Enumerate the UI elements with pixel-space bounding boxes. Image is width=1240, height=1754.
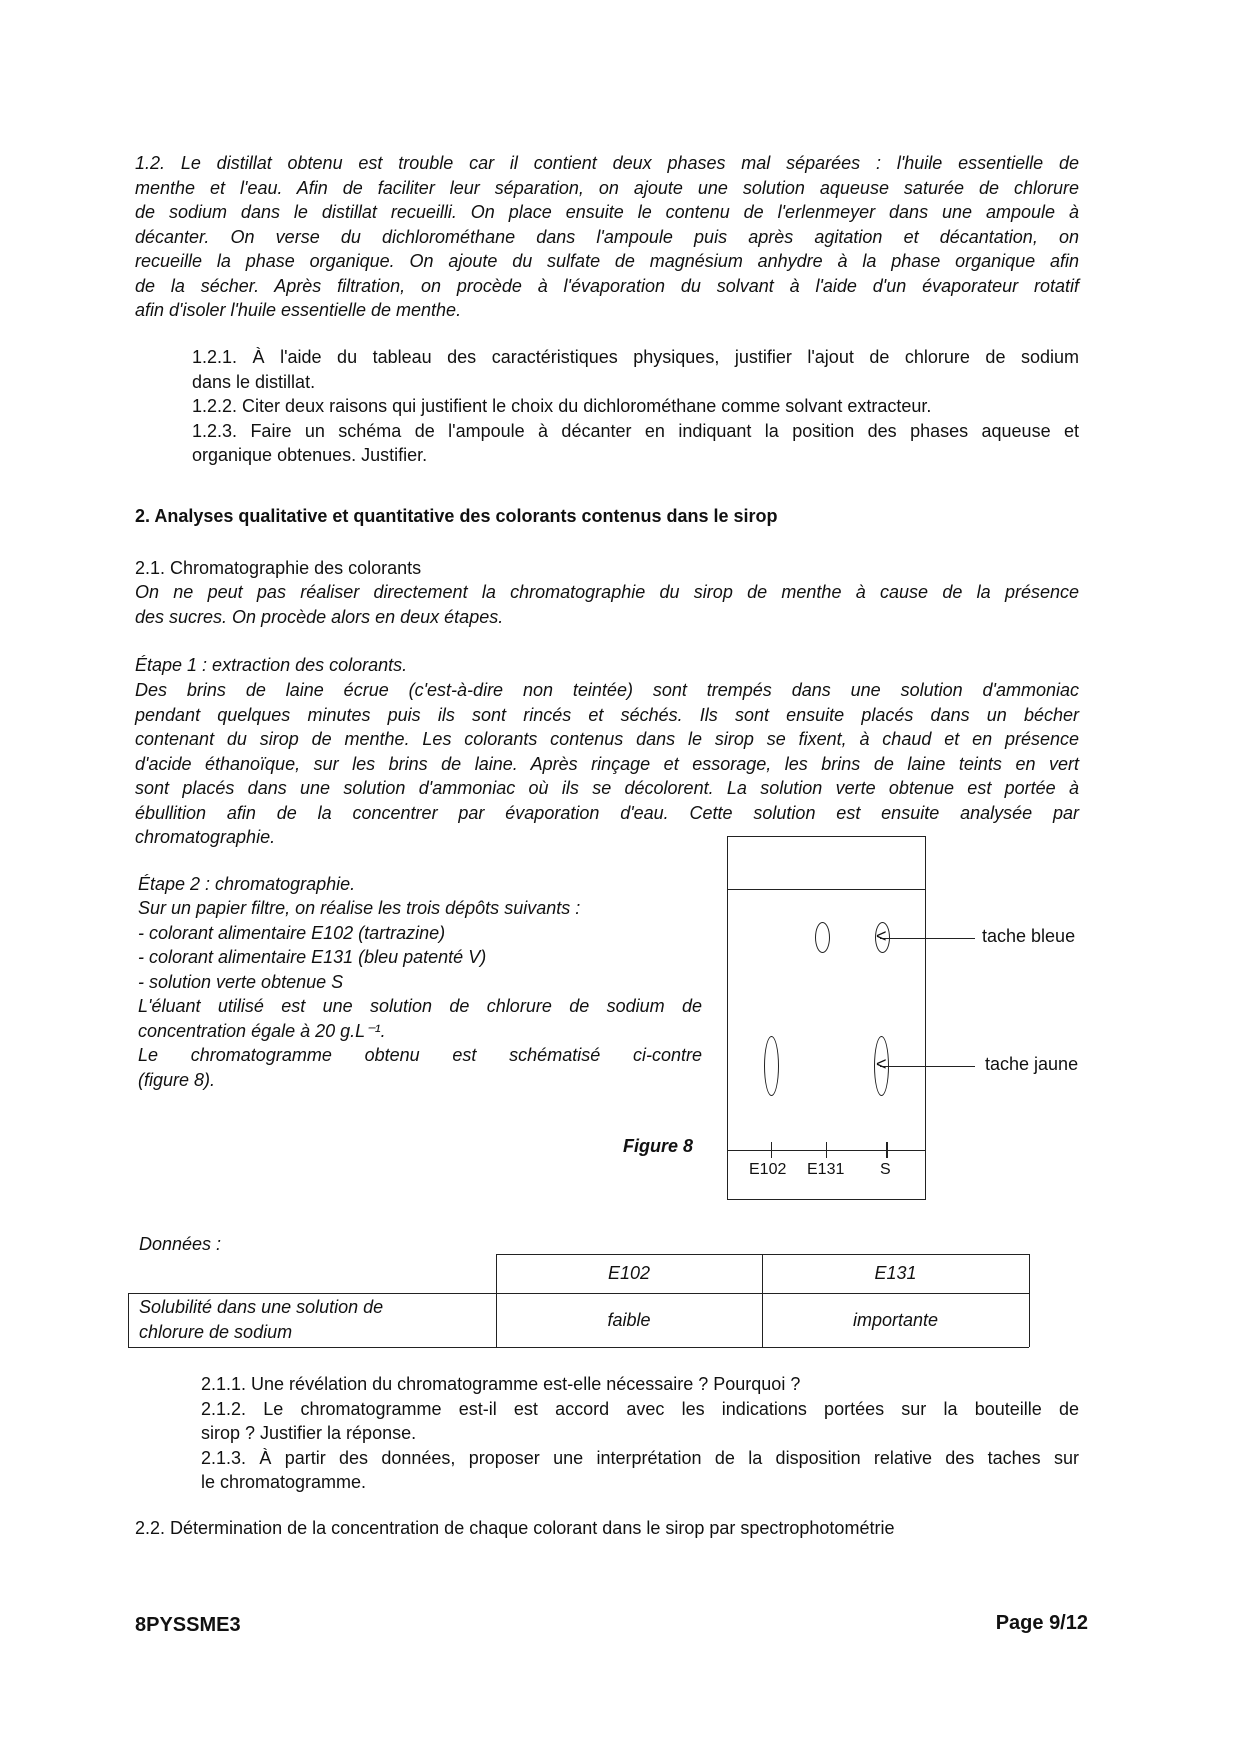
solvent-front-line [727, 889, 926, 890]
arrow-blue-line [880, 938, 975, 939]
text-line: recueille la phase organique. On ajoute du sulfate de magnésium anhydre à la phase organique afin [135, 251, 1079, 271]
section-2-1-title: 2.1. Chromatographie des colorants [135, 558, 422, 578]
text-line: des sucres. On procède alors en deux étapes. [135, 606, 504, 627]
table-header-e102: E102 [607, 1263, 651, 1283]
row-label-line-1: Solubilité dans une solution de [139, 1297, 384, 1317]
text-line: le chromatogramme. [201, 1472, 367, 1492]
deposit-label-s: S [880, 1161, 891, 1178]
spot-e102-yellow [764, 1036, 779, 1096]
text-line: d'acide éthanoïque, sur les brins de laine. Après rinçage et essorage, les brins de laine teints en vert [135, 753, 1079, 774]
table-border-bottom [128, 1347, 1029, 1348]
text-line: organique obtenues. Justifier. [192, 445, 428, 465]
text-line: Sur un papier filtre, on réalise les trois dépôts suivants : [138, 898, 581, 918]
text-line: On ne peut pas réaliser directement la chromatographie du sirop de menthe à cause de la présence [135, 582, 1079, 602]
text-line: 1.2.1. À l'aide du tableau des caractéristiques physiques, justifier l'ajout de chlorure de sodium [192, 347, 1079, 367]
text-line: de la sécher. Après filtration, on procède à l'évaporation du solvant à l'aide d'un évaporateur rotatif [135, 275, 1079, 296]
text-line: - colorant alimentaire E131 (bleu patenté V) [138, 947, 487, 967]
etape-2-text [138, 896, 702, 1092]
text-line: - colorant alimentaire E102 (tartrazine) [138, 922, 446, 943]
section-2-1-intro [135, 580, 1079, 629]
text-line: pendant quelques minutes puis ils sont rincés et séchés. Ils sont ensuite placés dans un bécher [135, 704, 1079, 725]
deposit-label-e102: E102 [749, 1161, 787, 1178]
arrow-blue-head: < [876, 926, 887, 946]
arrow-yellow-head: < [876, 1054, 887, 1074]
questions-1-2 [192, 345, 1079, 468]
text-line: de sodium dans le distillat recueilli. On place ensuite le contenu de l'erlenmeyer dans une ampoule à [135, 202, 1079, 222]
tick-e102 [771, 1142, 772, 1158]
section-2-2-title: 2.2. Détermination de la concentration de chaque colorant dans le sirop par spectrophotométrie [135, 1518, 895, 1538]
table-header-e131: E131 [874, 1263, 917, 1283]
table-row-label [139, 1295, 383, 1345]
text-line: 2.1.1. Une révélation du chromatogramme est-elle nécessaire ? Pourquoi ? [201, 1374, 801, 1394]
text-line: (figure 8). [138, 1069, 216, 1090]
text-line: chromatographie. [135, 827, 276, 847]
text-line: menthe et l'eau. Afin de faciliter leur séparation, on ajoute une solution aqueuse saturée de chlorure [135, 177, 1079, 198]
etape-1-title: Étape 1 : extraction des colorants. [135, 655, 408, 675]
tick-s [886, 1142, 888, 1158]
table-cell-e131-solubility: importante [852, 1309, 939, 1330]
text-line: 2.1.3. À partir des données, proposer une interprétation de la disposition relative des taches sur [201, 1447, 1079, 1468]
text-line: sont placés dans une solution d'ammoniac où ils se décolorent. La solution verte obtenue est portée à [135, 778, 1079, 798]
row-label-line-2: chlorure de sodium [139, 1322, 293, 1342]
tick-e131 [826, 1142, 827, 1158]
text-line: afin d'isoler l'huile essentielle de menthe. [135, 300, 462, 320]
text-line: ébullition afin de la concentrer par évaporation d'eau. Cette solution est ensuite analysée par [135, 802, 1079, 823]
figure-caption: Figure 8 [623, 1136, 694, 1156]
footer-code: 8PYSSME3 [135, 1614, 241, 1636]
section-2-title: 2. Analyses qualitative et quantitative des colorants contenus dans le sirop [135, 506, 778, 526]
text-line: Le chromatogramme obtenu est schématisé ci-contre [138, 1045, 702, 1065]
text-line: sirop ? Justifier la réponse. [201, 1423, 417, 1443]
text-line: L'éluant utilisé est une solution de chlorure de sodium de [138, 996, 702, 1016]
text-line: 1.2.3. Faire un schéma de l'ampoule à décanter en indiquant la position des phases aqueuse et [192, 420, 1079, 441]
text-line: contenant du sirop de menthe. Les colorants contenus dans le sirop se fixent, à chaud et en présence [135, 729, 1079, 749]
etape-1-text [135, 678, 1079, 850]
text-line: 2.1.2. Le chromatogramme est-il est accord avec les indications portées sur la bouteille de [201, 1398, 1079, 1419]
footer-page-number: Page 9/12 [995, 1612, 1088, 1634]
text-line: concentration égale à 20 g.L⁻¹. [138, 1020, 386, 1041]
etape-2-title: Étape 2 : chromatographie. [138, 874, 356, 894]
text-line: décanter. On verse du dichlorométhane dans l'ampoule puis après agitation et décantation, on [135, 226, 1079, 247]
table-cell-e102-solubility: faible [607, 1309, 651, 1330]
text-line: 1.2. Le distillat obtenu est trouble car il contient deux phases mal séparées : l'huile essentielle de [135, 153, 1079, 173]
deposit-label-e131: E131 [807, 1161, 845, 1178]
spot-e131-blue [815, 922, 830, 953]
paragraph-1-2 [135, 151, 1079, 323]
text-line: dans le distillat. [192, 371, 316, 392]
donnees-label: Données : [139, 1234, 222, 1254]
table-border-right [1029, 1254, 1030, 1347]
text-line: 1.2.2. Citer deux raisons qui justifient le choix du dichlorométhane comme solvant extracteur. [192, 396, 932, 416]
questions-2-1 [201, 1372, 1079, 1495]
table-border-left [128, 1293, 129, 1347]
label-tache-bleue: tache bleue [982, 926, 1076, 946]
text-line: - solution verte obtenue S [138, 971, 344, 992]
label-tache-jaune: tache jaune [985, 1054, 1079, 1074]
arrow-yellow-line [880, 1066, 975, 1067]
text-line: Des brins de laine écrue (c'est-à-dire non teintée) sont trempés dans une solution d'ammoniac [135, 680, 1079, 700]
